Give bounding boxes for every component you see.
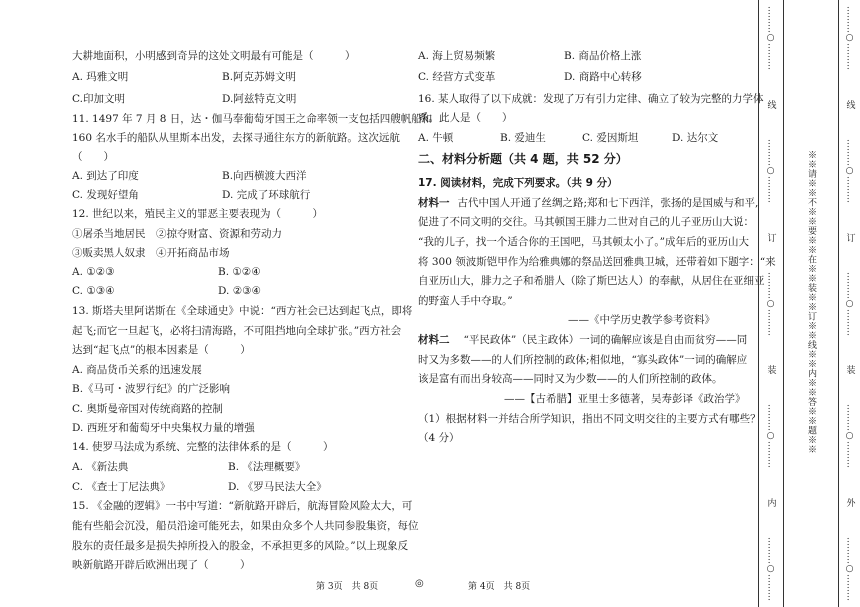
q11-stem-2: 160 名水手的船队从里斯本出发，去探寻通往东方的新航路。这次远航 — [72, 132, 400, 144]
material-1-line-2: 促进了不同文明的交往。马其顿国王腓力二世对自己的儿子亚历山大说： — [418, 216, 754, 228]
material-2-line-1 — [418, 333, 747, 347]
q11-option-b[interactable]: B.向西横渡大西洋 — [222, 170, 307, 182]
inner-label-bind: 订 — [844, 232, 855, 242]
q14-option-c[interactable]: C. 《查士丁尼法典》 — [72, 481, 171, 493]
inner-label-outside: 外 — [844, 498, 855, 508]
q10-option-c[interactable]: C.印加文明 — [72, 93, 125, 105]
material-1-line-3: “我的儿子，找一个适合你的王国吧，马其顿太小了。”成年后的亚历山大 — [418, 236, 749, 248]
outer-label-inside: 内 — [765, 498, 776, 508]
material-1-line-6: 的野蛮人手中夺取。” — [418, 295, 513, 307]
q13-option-a[interactable]: A. 商品货币关系的迅速发展 — [72, 364, 202, 376]
q10-option-b[interactable]: B.阿克苏姆文明 — [222, 71, 297, 83]
material-1-source: ——《中学历史教学参考资料》 — [568, 314, 715, 326]
q10-option-d[interactable]: D.阿兹特克文明 — [222, 93, 297, 105]
inner-cut-strip: ………○……… 线 ………○……… 订 ………○……… 装 ………○……… 外 ………○……… — [844, 6, 855, 601]
q15-stem-2: 能有些船会沉没，船员沿途可能死去，如果由众多个人共同参股集资，每位 — [72, 520, 419, 532]
material-2-text-1: “平民政体”（民主政体）一词的确解应该是自由而贫穷——同 — [463, 334, 748, 346]
material-1-text-1: 古代中国人开通了丝绸之路;郑和七下西洋，张扬的是国威与和平, — [457, 197, 759, 209]
outer-label-line: 线 — [765, 99, 776, 109]
q17-1-prompt: （1）根据材料一并结合所学知识，指出不同文明交往的主要方式有哪些？ — [418, 413, 761, 425]
q16-option-c[interactable]: C. 爱因斯坦 — [582, 132, 639, 144]
q15-option-a[interactable]: A. 海上贸易频繁 — [418, 50, 496, 62]
q16-option-a[interactable]: A. 牛顿 — [418, 132, 454, 144]
outer-cut-strip: ………○……… 线 ………○……… 订 ………○……… 装 ………○……… 内 ………○……… — [765, 6, 776, 601]
q12-option-c[interactable]: C. ①③④ — [72, 285, 115, 297]
q11-options — [72, 169, 307, 183]
material-2-label: 材料二 — [418, 334, 450, 346]
inner-label-line: 线 — [844, 99, 855, 109]
q16-stem-1: 16. 某人取得了以下成就：发现了万有引力定律、确立了较为完整的力学体 — [418, 93, 764, 105]
binding-warning-text: ※※请※※不※※要※※在※※装※※订※※线※※内※※答※※题※※ — [806, 150, 816, 454]
q11-option-d[interactable]: D. 完成了环球航行 — [222, 189, 311, 201]
q12-options-2 — [72, 284, 261, 298]
q17-1-points: （4 分） — [418, 432, 460, 444]
q15-option-d[interactable]: D. 商路中心转移 — [564, 71, 642, 83]
q13-stem-2: 起飞;而它一旦起飞，必将扫清海路，不可阻挡地向全球扩张。”西方社会 — [72, 325, 402, 337]
q14-option-b[interactable]: B. 《法理概要》 — [228, 461, 306, 473]
q15-option-c[interactable]: C. 经营方式变革 — [418, 71, 496, 83]
outer-label-fold: 装 — [765, 365, 776, 375]
binding-line-outer — [783, 0, 784, 607]
q13-option-d[interactable]: D. 西班牙和葡萄牙中央集权力量的增强 — [72, 422, 255, 434]
q17-heading: 17. 阅读材料，完成下列要求。（共 9 分） — [418, 177, 618, 189]
q15-stem-3: 股东的责任最多是损失掉所投入的股金，不承担更多的风险。”以上现象反 — [72, 540, 409, 552]
q14-option-d[interactable]: D. 《罗马民法大全》 — [228, 481, 327, 493]
q12-stem-2: ①屠杀当地居民 ②掠夺财富、资源和劳动力 — [72, 228, 282, 240]
material-2-source: ——【古希腊】亚里士多德著，吴寿彭译《政治学》 — [504, 393, 746, 405]
q12-stem-3: ③贩卖黑人奴隶 ④开拓商品市场 — [72, 247, 230, 259]
inner-label-fold: 装 — [844, 365, 855, 375]
q11-option-a[interactable]: A. 到达了印度 — [72, 170, 139, 182]
q14-options — [72, 460, 305, 474]
binding-line-inner — [838, 0, 839, 607]
binding-margin — [758, 0, 860, 607]
q15-stem-1: 15. 《金融的逻辑》一书中写道：“新航路开辟后，航海冒险风险太大，可 — [72, 500, 413, 512]
q12-option-b[interactable]: B. ①②④ — [218, 266, 261, 278]
material-1-line-1 — [418, 196, 758, 210]
q11-option-c[interactable]: C. 发现好望角 — [72, 189, 139, 201]
q11-stem-3: （ ） — [72, 151, 114, 163]
q10-options — [72, 70, 296, 84]
q15-options — [418, 49, 641, 63]
center-circle-icon: ◎ — [415, 578, 424, 589]
q11-stem-1: 11. 1497 年 7 月 8 日，达・伽马奉葡萄牙国王之命率领一支包括四艘帆船和 — [72, 113, 433, 125]
q10-option-a[interactable]: A. 玛雅文明 — [72, 71, 129, 83]
section-2-title: 二、材料分析题（共 4 题，共 52 分） — [418, 152, 628, 166]
q12-stem-1: 12. 世纪以来，殖民主义的罪恶主要表现为（ ） — [72, 208, 324, 220]
outer-label-bind: 订 — [765, 232, 776, 242]
q15-stem-4: 映新航路开辟后欧洲出现了（ ） — [72, 559, 251, 571]
q16-stem-2: 系。此人是（ ） — [418, 112, 513, 124]
material-2-line-2: 时又为多数——的人们所控制的政体;相似地，“寡头政体”一词的确解应 — [418, 354, 748, 366]
material-1-line-5: 自亚历山大，腓力之子和希腊人（除了斯巴达人）的奉献，从居住在亚细亚 — [418, 275, 765, 287]
page-number-right: 第 4页 共 8页 — [468, 582, 531, 592]
q14-stem: 14. 使罗马法成为系统、完整的法律体系的是（ ） — [72, 441, 334, 453]
q16-option-d[interactable]: D. 达尔文 — [672, 132, 719, 144]
q13-option-b[interactable]: B.《马可・波罗行纪》的广泛影响 — [72, 383, 231, 395]
q11-options-2 — [72, 188, 310, 202]
q12-option-d[interactable]: D. ②③④ — [218, 285, 261, 297]
q12-option-a[interactable]: A. ①②③ — [72, 266, 115, 278]
q13-stem-1: 13. 斯塔夫里阿诺斯在《全球通史》中说：“西方社会已达到起飞点，即将 — [72, 305, 413, 317]
material-1-label: 材料一 — [418, 197, 450, 209]
q16-option-b[interactable]: B. 爱迪生 — [500, 132, 546, 144]
q14-options-2 — [72, 480, 327, 494]
q15-options-2 — [418, 70, 642, 84]
page-number-left: 第 3页 共 8页 — [316, 582, 379, 592]
outer-border-line — [758, 0, 759, 607]
q13-option-c[interactable]: C. 奥斯曼帝国对传统商路的控制 — [72, 403, 223, 415]
q14-option-a[interactable]: A. 《新法典 — [72, 461, 129, 473]
q12-options — [72, 265, 261, 279]
material-2-line-3: 该是富有而出身较高——同时又为少数——的人们所控制的政体。 — [418, 373, 723, 385]
q10-options-2 — [72, 92, 296, 106]
q16-options — [418, 131, 730, 145]
material-1-line-4: 将 300 领波斯铠甲作为给雅典娜的祭品送回雅典卫城，还带着如下题字：“来 — [418, 256, 776, 268]
q10-stem-tail: 大耕地面积，小明感到奇异的这处文明最有可能是（ ） — [72, 50, 356, 62]
q13-stem-3: 达到“起飞点”的根本因素是（ ） — [72, 344, 251, 356]
q15-option-b[interactable]: B. 商品价格上涨 — [564, 50, 642, 62]
